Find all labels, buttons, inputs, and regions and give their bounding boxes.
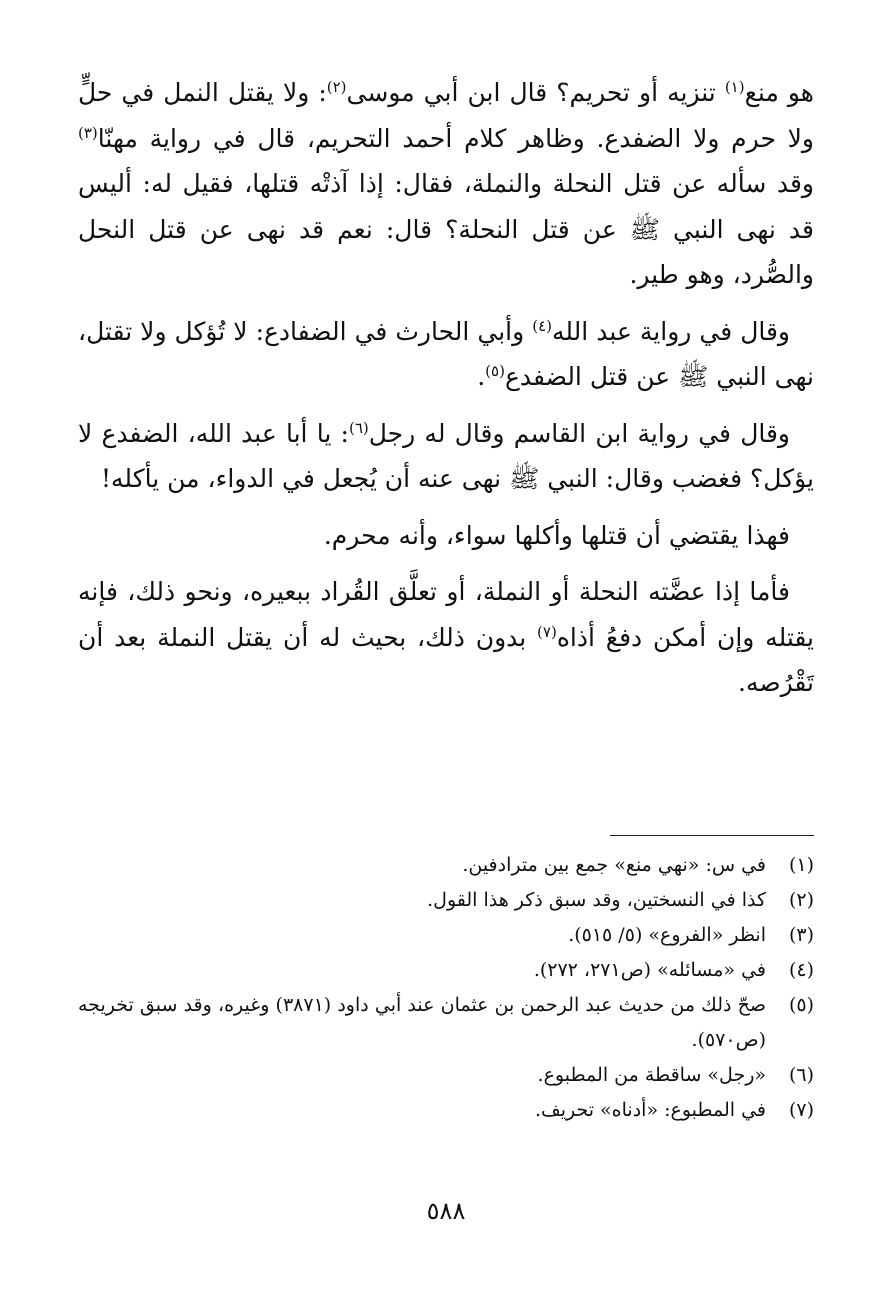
footnote-marker[interactable]: (٧) <box>537 622 557 641</box>
footnote-marker[interactable]: (٤) <box>532 316 552 335</box>
text-run: : ولا يقتل النمل في حلٍّ ولا حرم ولا الضفدع. وظاهر كلام أحمد التحريم، قال في رواية مهنّا <box>78 78 814 153</box>
footnote-marker[interactable]: (٢) <box>326 78 347 96</box>
page-number: ٥٨٨ <box>426 1197 466 1225</box>
text-run: وأبي الحارث في الضفادع: لا تُؤكل ولا تقتل، نهى النبي ﷺ عن قتل الضفدع <box>78 316 814 391</box>
text-run: وقال في رواية ابن القاسم وقال له رجل <box>368 418 791 448</box>
text-run: فأما إذا عضَّته النحلة أو النملة، أو تعلَّق القُراد ببعيره، ونحو ذلك، فإنه يقتله وإن أمكن دفعُ أذاه <box>78 577 814 652</box>
text-run: تنزيه أو تحريم؟ قال ابن أبي موسى <box>346 78 725 107</box>
paragraph <box>78 513 814 559</box>
footnote <box>78 988 814 1058</box>
text-run: . <box>477 362 486 391</box>
paragraph <box>78 411 814 502</box>
paragraph <box>78 309 814 400</box>
footnote-text: في المطبوع: «أدناه» تحريف. <box>534 1099 766 1121</box>
footnote <box>78 1093 814 1128</box>
footnote-number: (٣) <box>788 924 814 946</box>
footnote-text: في س: «نهي منع» جمع بين مترادفين. <box>462 854 766 876</box>
footnote <box>78 883 814 918</box>
footnote-marker[interactable]: (٦) <box>348 418 369 437</box>
main-text <box>78 70 814 706</box>
footnotes <box>78 848 814 1128</box>
text-run: وقال في رواية عبد الله <box>552 316 790 346</box>
text-run: بدون ذلك، بحيث له أن يقتل النملة بعد أن تَقْرُصه. <box>78 622 814 697</box>
footnote-separator <box>610 835 814 836</box>
footnote-marker[interactable]: (١) <box>724 78 745 96</box>
text-run: : يا أبا عبد الله، الضفدع لا يؤكل؟ فغضب وقال: النبي ﷺ نهى عنه أن يُجعل في الدواء، من يأكله! <box>78 418 814 493</box>
footnote <box>78 918 814 953</box>
footnote <box>78 1058 814 1093</box>
footnote-number: (٤) <box>788 959 814 981</box>
footnote-number: (١) <box>788 854 814 876</box>
footnote-number: (٦) <box>788 1064 814 1086</box>
footnote-text: في «مسائله» (ص٢٧١، ٢٧٢). <box>533 959 766 981</box>
footnote-marker[interactable]: (٣) <box>78 123 98 142</box>
footnote-text: انظر «الفروع» (٥/ ٥١٥). <box>568 924 766 946</box>
text-run: هو منع <box>744 78 814 107</box>
footnote-text: «رجل» ساقطة من المطبوع. <box>537 1064 766 1086</box>
footnote <box>78 953 814 988</box>
footnote-number: (٢) <box>788 889 814 911</box>
text-run: وقد سأله عن قتل النحلة والنملة، فقال: إذا آذتْه قتلها، فقيل له: أليس قد نهى النبي ﷺ عن قتل النحلة؟ قال: نعم قد نهى عن قتل النحل والصُّرد، وهو طير. <box>78 169 814 289</box>
footnote <box>78 848 814 883</box>
footnote-number: (٥) <box>788 994 814 1016</box>
footnote-marker[interactable]: (٥) <box>485 362 505 380</box>
footnote-number: (٧) <box>788 1099 814 1121</box>
paragraph <box>78 70 814 298</box>
paragraph <box>78 569 814 706</box>
footnote-text: كذا في النسختين، وقد سبق ذكر هذا القول. <box>427 889 766 911</box>
text-run: فهذا يقتضي أن قتلها وأكلها سواء، وأنه محرم. <box>323 520 790 550</box>
footnote-text: صحّ ذلك من حديث عبد الرحمن بن عثمان عند أبي داود (٣٨٧١) وغيره، وقد سبق تخريجه (ص٥٧٠). <box>78 994 766 1051</box>
